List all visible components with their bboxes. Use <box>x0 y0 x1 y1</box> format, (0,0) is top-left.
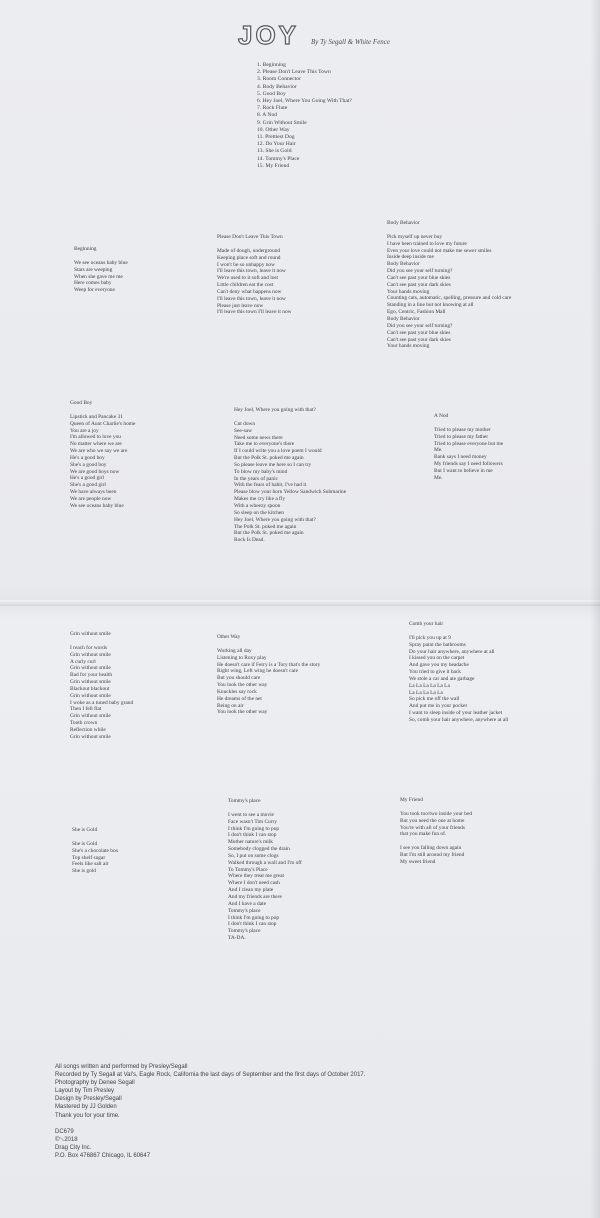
album-title: JOY <box>238 20 300 50</box>
lyric-line: Where they treat me great <box>228 873 284 880</box>
lyric-line: Keeping place soft and round <box>217 254 281 261</box>
lyric-line: Tommy's place <box>228 907 261 914</box>
lyric-section <box>74 246 128 294</box>
lyric-line: Tried to please my mother <box>434 426 491 433</box>
lyric-section <box>409 621 508 724</box>
lyric-line: Grin without smile <box>70 679 111 686</box>
lyric-line: Your hands moving <box>387 343 430 350</box>
credit-line: Mastered by JJ Golden <box>55 1104 117 1111</box>
song-title: Please Don't Leave This Town <box>217 234 283 240</box>
lyric-line: Please blow your horn Yellow Sandwich Submarine <box>234 489 347 496</box>
lyric-section <box>228 798 302 942</box>
lyric-line: We are who we say we are <box>70 448 128 455</box>
album-byline: By Ty Segall & White Fence <box>311 38 391 46</box>
lyric-line: Feels like salt air <box>72 861 109 868</box>
lyric-line: Stars are weeping <box>74 266 113 273</box>
lyric-line: You are a joy <box>70 427 99 434</box>
lyric-line: Top shelf sugar <box>72 854 106 861</box>
track-item: 10. Other Way <box>257 126 290 133</box>
lyric-line: And I have a date <box>228 900 267 907</box>
lyric-line: Grin without smile <box>70 692 111 699</box>
lyric-section <box>217 634 320 716</box>
lyric-line: And my friends are there <box>228 893 282 900</box>
song-title: My Friend <box>400 797 423 803</box>
lyric-line: Blackout blackout <box>70 685 110 692</box>
lyric-line: Tried to please everyone but me <box>434 440 504 447</box>
track-item: 11. Prettiest Dog <box>257 134 295 141</box>
lyric-line: Grin without smile <box>70 651 111 658</box>
track-item: 2. Please Don't Leave This Town <box>257 69 331 76</box>
lyric-section <box>387 220 511 350</box>
lyric-line: Made of dough, underground <box>217 247 281 254</box>
lyric-line: So sleep on the kitchen <box>234 509 285 516</box>
lyric-line: To blow my baby's mind <box>234 468 288 475</box>
credit-line: Thank you for your time. <box>55 1112 120 1119</box>
credit-line: All songs written and performed by Presley/Segall <box>55 1064 188 1070</box>
lyric-line: You took too/two inside your bed <box>400 810 473 817</box>
track-item: 15. My Friend <box>257 162 290 169</box>
lyric-line: I think I'm going to pop <box>228 914 280 921</box>
label-info <box>55 1128 365 1160</box>
lyric-line: We see oceans baby blue <box>70 502 124 509</box>
lyric-line: Inside deep inside me <box>387 254 434 261</box>
lyric-line: You look the other way <box>217 682 268 689</box>
lyric-line: To Tommy's Place <box>228 866 268 873</box>
lyric-line: Right wing, Left wing he doesn't care <box>217 668 299 675</box>
lyric-line: Makes me cry like a fly <box>234 496 286 503</box>
label-line: Drag City Inc. <box>55 1144 92 1151</box>
song-title: Good Boy <box>70 400 93 406</box>
lyric-line: I see you falling down again <box>400 845 462 852</box>
lyric-line: Weep for everyone <box>74 287 115 294</box>
lyric-line: So please leave me here so I can try <box>234 461 312 468</box>
track-item: 6. Hey Joel, Where You Going With That? <box>257 98 352 105</box>
lyric-line: She's a good girl <box>70 482 106 489</box>
lyric-line: Lipstick and Pancake 31 <box>70 413 123 420</box>
lyric-line: Can't see past your blue skies <box>387 274 451 281</box>
lyric-line: Tooth crown <box>70 720 98 727</box>
lyric-line: Did you see your self turning? <box>387 322 453 329</box>
credits <box>55 1063 365 1160</box>
lyric-line: We stole a car and ate garbage <box>409 675 475 682</box>
song-title: Beginning <box>74 246 97 252</box>
lyric-line: Where I don't need cash <box>228 880 280 887</box>
track-item: 14. Tommy's Place <box>257 155 300 162</box>
lyric-line: Tommy's place <box>228 928 261 935</box>
paper-edge-shadow <box>590 0 600 1218</box>
lyric-line: Here comes baby <box>74 280 112 287</box>
lyric-line: She's a good boy <box>70 461 107 468</box>
lyric-line: Can't see past your dark skies <box>387 281 451 288</box>
lyric-line: So, I put on some clogs <box>228 852 279 859</box>
lyric-line: TA-DA. <box>228 935 246 942</box>
song-title: Tommy's place <box>228 798 261 804</box>
lyric-line: You're with all of your friends <box>400 824 465 831</box>
lyric-line: Listening to Roxy play <box>217 654 267 661</box>
lyric-line: Tried to please my father <box>434 433 488 440</box>
lyric-line: Queen of Aunt Charlie's home <box>70 420 136 427</box>
track-item: 3. Room Connector <box>257 76 301 83</box>
lyric-line: Bank says I need money <box>434 454 487 461</box>
song-title: Comb your hair <box>409 621 444 627</box>
song-title: Other Way <box>217 634 241 640</box>
lyric-line: Body Behavior <box>387 261 420 268</box>
lyric-line: I think I'm going to pop <box>228 825 280 832</box>
lyric-line: He dreams of the net <box>217 695 262 702</box>
credit-line: Layout by Tim Presley <box>55 1088 115 1095</box>
lyric-line: Knuckles say rock <box>217 688 257 695</box>
lyric-line: Do your hair anywhere, anywhere at all <box>409 648 495 655</box>
lyric-line: He doesn't care if Ferry is a Tory that's the story <box>217 661 321 668</box>
lyric-line: When she gave me me <box>74 273 123 280</box>
track-item: 13. She is Gold <box>257 148 292 155</box>
lyric-line: She is Gold <box>72 840 98 847</box>
lyric-line: But the Polk St. poked me again <box>234 530 304 537</box>
lyric-line: I have been trained to love my future <box>387 240 467 247</box>
lyric-section <box>217 234 292 316</box>
lyric-line: I kissed you on the carpet <box>409 655 465 662</box>
lyric-line: I reach for words <box>70 644 107 651</box>
tracklist <box>257 62 352 170</box>
label-line: DC679 <box>55 1128 74 1135</box>
credit-line: Recorded by Ty Segall at Val's, Eagle Rock, California the last days of September and the first days of October 2017. <box>55 1072 366 1079</box>
lyric-line: I woke as a tuned baby grand <box>70 699 134 706</box>
track-item: 12. Do Your Hair <box>257 141 296 148</box>
lyric-line: But you should care <box>217 675 261 682</box>
lyric-line: Your hands moving <box>387 288 430 295</box>
lyric-line: Face wasn't Tim Curry <box>228 818 278 825</box>
lyric-line: He's a good girl <box>70 475 105 482</box>
lyric-line: Take me to everyone's there <box>234 441 295 448</box>
lyric-line: We have always been <box>70 489 117 496</box>
song-title: A Nod <box>434 413 449 419</box>
lyric-line: I'll leave this town, leave it now <box>217 268 286 275</box>
lyric-line: I'll pick you up at 9 <box>409 634 451 641</box>
lyric-line: Then I fell flat <box>70 706 102 713</box>
lyric-line: Did you see your self turning? <box>387 268 453 275</box>
lyric-line: He's a good boy <box>70 454 105 461</box>
lyric-line: See-saw <box>234 427 252 434</box>
lyric-line: But the Polk St. poked me again <box>234 455 304 462</box>
header <box>238 20 390 51</box>
lyric-line: La La La La La <box>409 689 443 696</box>
credit-line: Design by Presley/Segall <box>55 1096 122 1103</box>
lyric-line: Being on air <box>217 702 244 709</box>
lyric-line: But you need the one at home <box>400 817 465 824</box>
lyric-line: You tried to give it back <box>409 669 462 676</box>
lyric-line: La La La La La La <box>409 682 450 689</box>
lyric-line: We see oceans baby blue <box>74 259 128 266</box>
track-item: 9. Grin Without Smile <box>257 119 307 126</box>
lyric-line: I won't be so unhappy now <box>217 261 276 268</box>
track-item: 7. Rock Flute <box>257 105 288 112</box>
lyric-line: I want to sleep inside of your leather jacket <box>409 710 503 717</box>
lyric-line: We are people now <box>70 495 112 502</box>
lyric-line: You look the other way <box>217 709 268 716</box>
lyric-line: A curly curl <box>70 658 96 665</box>
lyric-line: She is gold <box>72 868 96 875</box>
lyric-line: But I want to believe in me <box>434 467 493 474</box>
lyric-line: Rock Is Dead. <box>234 537 265 544</box>
lyric-line: Body Behavior <box>387 315 420 322</box>
song-title: Grin without smile <box>70 631 111 637</box>
lyric-line: With the fears of habit, I've had it <box>234 482 307 489</box>
lyric-section <box>70 631 133 741</box>
lyric-section <box>434 413 503 482</box>
lyric-line: Can't deny what happens now <box>217 288 282 295</box>
lyric-line: I'll leave this town I'll leave it now <box>217 309 292 316</box>
lyric-line: Ego, Centric, Fashion Mall <box>387 309 446 316</box>
song-title: Hey Joel, Where you going with that? <box>234 407 316 413</box>
lyric-section <box>400 797 472 866</box>
credit-line: Photography by Denee Segall <box>55 1080 135 1087</box>
lyric-line: I'm allowed to love you <box>70 434 121 441</box>
lyric-section <box>70 400 135 510</box>
credit-lines <box>55 1063 365 1120</box>
lyric-line: Please just leave now <box>217 302 264 309</box>
label-line: P.O. Box 476867 Chicago, IL 60647 <box>55 1152 151 1159</box>
track-item: 8. A Nod <box>257 112 278 119</box>
lyric-line: Bad for your health <box>70 672 113 679</box>
lyric-line: Need some news there <box>234 434 283 441</box>
lyric-line: We are good boys now <box>70 468 120 475</box>
lyric-line: Spray paint the bathrooms <box>409 641 466 648</box>
lyric-line: Somebody clogged the drain <box>228 846 290 853</box>
lyric-line: So pick me off the wall <box>409 696 460 703</box>
lyric-line: Grin without smile <box>70 733 111 740</box>
song-title: She is Gold <box>72 827 98 833</box>
lyric-line: The Polk St. poked me again <box>234 523 297 530</box>
lyric-line: that you make fun of. <box>400 831 447 838</box>
lyric-line: Mother nature's milk <box>228 839 273 846</box>
lyric-section <box>234 407 346 544</box>
lyric-line: And I clean my plate <box>228 887 274 894</box>
lyric-line: Me. <box>434 474 443 481</box>
lyric-line: If I could write you a love poem I would <box>234 448 322 455</box>
lyric-line: Walked through a wall and I'm off <box>228 859 302 866</box>
lyric-line: Even your love could not make me sewer smiles <box>387 247 492 254</box>
lyric-line: I don't think I can stop <box>228 921 277 928</box>
lyric-line: Standing in a line but not knowing at all <box>387 302 474 309</box>
lyric-line: Counting cats, automatic, spelling, pressure and cold care <box>387 295 512 302</box>
lyric-line: My friends say I need followers <box>434 461 503 468</box>
lyric-line: I'll leave this town, leave it now <box>217 295 286 302</box>
lyric-section <box>72 827 118 875</box>
lyric-line: Can't see past your blue skies <box>387 329 451 336</box>
lyric-line: And gave you my headache <box>409 662 469 669</box>
lyric-line: My sweet friend <box>400 858 436 865</box>
lyric-line: Hey Joel, Where you going with that? <box>234 516 316 523</box>
lyric-line: No matter where we are <box>70 441 122 448</box>
song-title: Body Behavior <box>387 220 420 226</box>
lyric-line: With a wheezy spoon <box>234 502 281 509</box>
lyric-line: Grin without smile <box>70 665 111 672</box>
lyric-line: Grin without smile <box>70 713 111 720</box>
lyric-line: Little children eat the cost <box>217 282 274 289</box>
lyric-line: Reflection while <box>70 726 106 733</box>
lyric-line: I don't think I can stop <box>228 832 277 839</box>
lyric-line: Cut down <box>234 420 256 427</box>
lyric-line: Can't see past your dark skies <box>387 336 451 343</box>
lyric-line: We're used to it soft and lost <box>217 275 279 282</box>
track-item: 5. Good Boy <box>257 90 286 97</box>
lyric-line: She's a chocolate box <box>72 847 119 854</box>
label-line: ©␅2018 <box>55 1136 78 1143</box>
paper-fold <box>0 600 600 606</box>
lyric-line: So, comb your hair anywhere, anywhere at all <box>409 716 509 723</box>
lyric-line: I went to see a movie <box>228 811 274 818</box>
track-item: 4. Body Behavior <box>257 83 297 90</box>
lyric-line: Pick myself up never buy <box>387 233 443 240</box>
lyric-line: Me. <box>434 447 443 454</box>
lyric-line: And put me in your pocket <box>409 703 467 710</box>
lyric-line: Working all day <box>217 647 252 654</box>
track-item: 1. Beginning <box>257 62 286 68</box>
lyric-line: But I'm still around my friend <box>400 851 465 858</box>
lyric-line: In the years of panic <box>234 475 279 482</box>
